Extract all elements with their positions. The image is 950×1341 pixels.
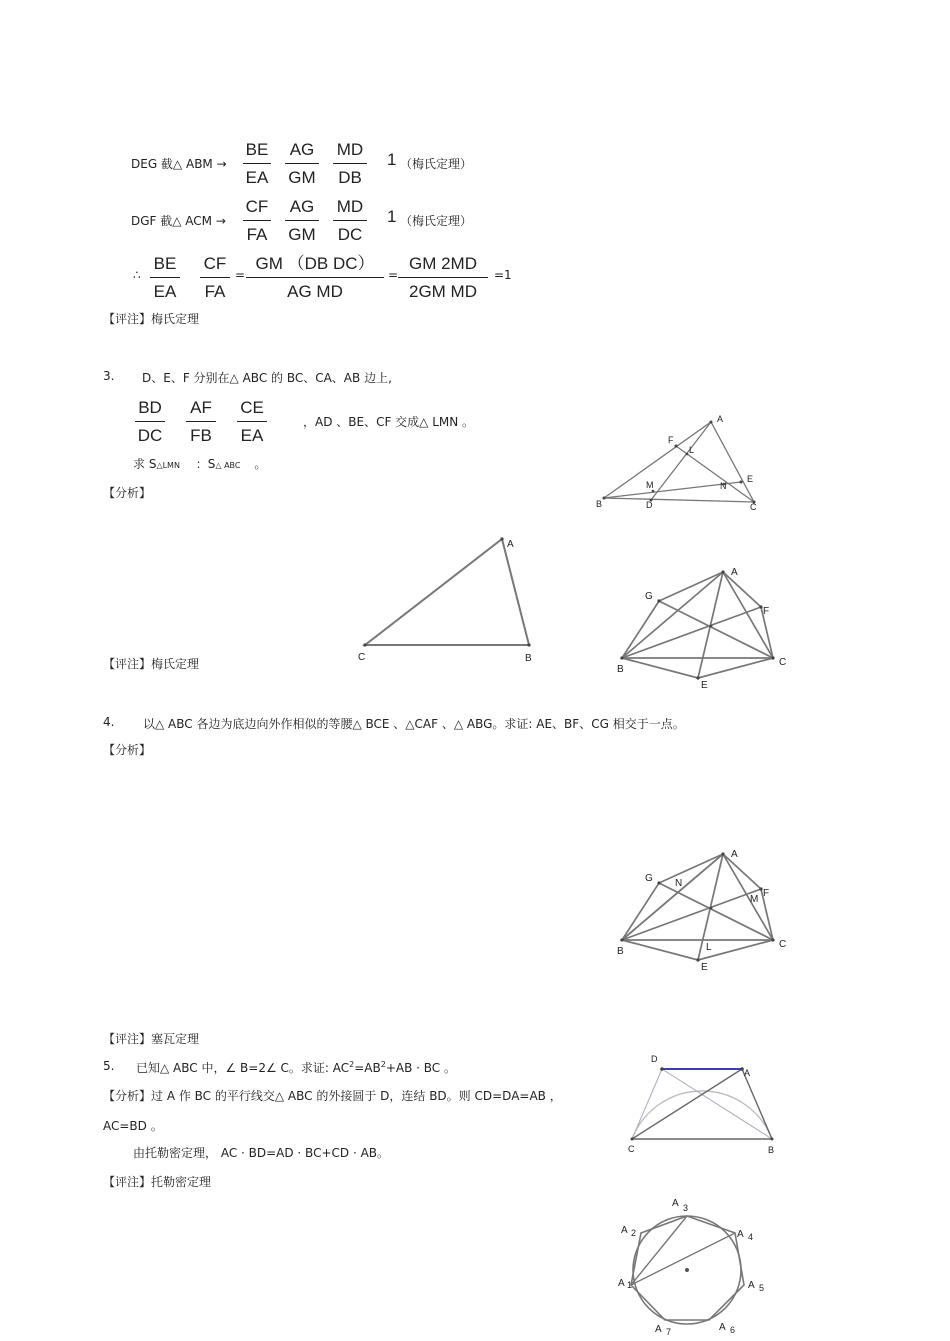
label-A5: A <box>748 1280 755 1291</box>
p5-ptolemy: 由托勒密定理， AC · BD=AD · BC+CD · AB。 <box>133 1146 390 1160</box>
label-G: G <box>645 591 653 602</box>
row3-tail: =1 <box>494 268 512 282</box>
label-A3: A <box>672 1198 679 1209</box>
label-F: F <box>668 435 674 445</box>
p3-frac2: $\frac{AF}{FB}$ <box>186 398 216 446</box>
label-E: E <box>701 680 708 691</box>
label-A6-sub: 6 <box>730 1325 736 1335</box>
row2-frac3: $\frac{MD}{DC}$ <box>333 197 367 245</box>
row1-frac2: $\frac{AG}{GM}$ <box>285 140 319 188</box>
row1-prefix: DEG 截△ ABM → <box>131 157 227 171</box>
label-C: C <box>750 502 757 512</box>
figure-inscribed-heptagon <box>615 1192 765 1341</box>
p3-frac1: $\frac{BD}{DC}$ <box>135 398 165 446</box>
row2-prefix: DGF 截△ ACM → <box>131 214 226 228</box>
row3-frac1: $\frac{BE}{EA}$ <box>150 254 180 302</box>
row3-eq2: = <box>388 268 399 282</box>
label-M: M <box>646 480 654 490</box>
label-A3-sub: 3 <box>683 1203 689 1213</box>
figure-external-triangles-1 <box>612 562 792 692</box>
p4-analysis: 【分析】 <box>103 743 152 757</box>
p4-comment: 【评注】塞瓦定理 <box>103 1032 200 1046</box>
figure-external-triangles-2 <box>612 844 792 974</box>
p3-comment: 【评注】梅氏定理 <box>103 657 200 671</box>
p3-number: 3. <box>103 369 115 383</box>
row1-frac1: $\frac{BE}{EA}$ <box>243 140 271 188</box>
row3-eq1: = <box>235 268 246 282</box>
label-C: C <box>779 657 787 668</box>
figure-cyclic-quadrilateral <box>620 1050 785 1160</box>
label-F: F <box>763 888 770 899</box>
p2-comment: 【评注】梅氏定理 <box>103 312 200 326</box>
label-A5-sub: 5 <box>759 1283 765 1293</box>
row3-frac4: $\frac{GM 2MD}{\text{2GM MD}}$ <box>398 254 488 302</box>
label-A2-sub: 2 <box>631 1228 637 1238</box>
label-A7-sub: 7 <box>666 1327 672 1337</box>
p5-number: 5. <box>103 1059 115 1073</box>
label-A2: A <box>621 1225 628 1236</box>
p3-frac3: $\frac{CE}{EA}$ <box>237 398 267 446</box>
label-B: B <box>617 664 624 675</box>
p4-stem: 以△ ABC 各边为底边向外作相似的等腰△ BCE 、△CAF 、△ ABG。求证: AE、BF、CG 相交于一点。 <box>143 717 685 731</box>
therefore-symbol: ∴ <box>133 268 141 282</box>
label-B: B <box>596 499 603 509</box>
label-E: E <box>747 474 754 484</box>
label-C: C <box>628 1144 635 1154</box>
label-A: A <box>731 849 738 860</box>
label-A4: A <box>737 1229 744 1240</box>
row1-one: 1 <box>387 150 397 169</box>
label-N: N <box>720 481 727 491</box>
label-D: D <box>651 1054 658 1064</box>
row1-note: （梅氏定理） <box>400 157 473 171</box>
label-M: M <box>750 894 759 905</box>
label-L: L <box>706 942 712 953</box>
label-B: B <box>617 946 624 957</box>
label-N: N <box>675 878 683 889</box>
label-B: B <box>768 1145 775 1155</box>
p5-analysis-cont: AC=BD 。 <box>103 1119 163 1133</box>
p5-analysis: 【分析】过 A 作 BC 的平行线交△ ABC 的外接圆于 D，连结 BD。则 CD=DA=AB ， <box>103 1089 562 1103</box>
p3-condition: ，AD 、BE、CF 交成△ LMN 。 <box>303 415 475 429</box>
p4-number: 4. <box>103 715 115 729</box>
p5-comment: 【评注】托勒密定理 <box>103 1175 212 1189</box>
label-A6: A <box>719 1322 726 1333</box>
row2-one: 1 <box>387 207 397 226</box>
row2-note: （梅氏定理） <box>400 214 473 228</box>
row3-frac3: $\frac{\text{GM （DB DC）}}{\text{AG MD}}$ <box>246 254 384 302</box>
label-A: A <box>744 1068 751 1078</box>
label-F: F <box>763 606 770 617</box>
label-A: A <box>717 414 724 424</box>
row3-frac2: $\frac{CF}{FA}$ <box>200 254 230 302</box>
row2-frac2: $\frac{AG}{GM}$ <box>285 197 319 245</box>
label-G: G <box>645 873 653 884</box>
label-L: L <box>689 445 695 455</box>
label-D: D <box>646 500 653 510</box>
row1-frac3: $\frac{MD}{DB}$ <box>333 140 367 188</box>
label-B: B <box>525 653 532 664</box>
p3-ask: 求 S△LMN ：S△ ABC 。 <box>133 457 267 471</box>
label-A1-sub: 1 <box>627 1280 633 1290</box>
figure-cevian-triangle <box>590 412 770 512</box>
label-A4-sub: 4 <box>748 1232 754 1242</box>
p3-analysis: 【分析】 <box>103 486 152 500</box>
label-C: C <box>779 939 787 950</box>
label-C: C <box>358 652 366 663</box>
label-A7: A <box>655 1324 662 1335</box>
label-A1: A <box>618 1278 625 1289</box>
label-A: A <box>731 567 738 578</box>
row2-frac1: $\frac{CF}{FA}$ <box>243 197 271 245</box>
label-E: E <box>701 962 708 973</box>
p3-stem: D、E、F 分别在△ ABC 的 BC、CA、AB 边上, <box>142 371 392 385</box>
label-A: A <box>507 539 514 550</box>
figure-plain-triangle <box>355 532 545 667</box>
p5-stem: 已知△ ABC 中，∠ B=2∠ C。求证: $AC^2=AB^2+AB$ · BC 。 <box>136 1060 456 1075</box>
